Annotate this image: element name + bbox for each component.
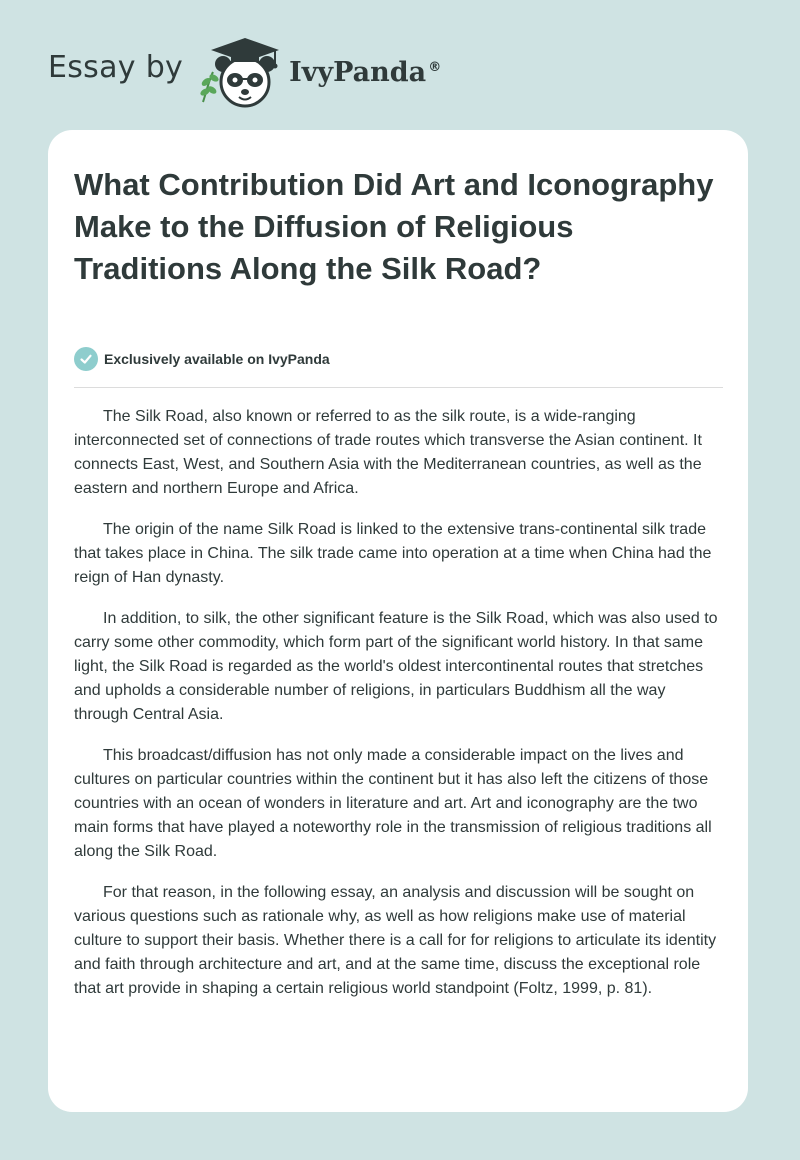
paragraph: The origin of the name Silk Road is linked to the extensive trans-continental silk trade that takes place in China. The silk trade came into operation at a time when China had the reign of Han dynasty. (74, 521, 712, 586)
paragraph: The Silk Road, also known or referred to as the silk route, is a wide-ranging interconnected set of connections of trade routes which transverse the Asian continent. It connects East, West, and Southern Asia with the Mediterranean countries, as well as the eastern and northern Europe and Africa. (74, 408, 702, 497)
paragraph: In addition, to silk, the other significant feature is the Silk Road, which was also used to carry some other commodity, which form part of the significant world history. In that same light, the Silk Road is regarded as the world's oldest intercontinental routes that stretches and upholds a considerable number of religions, in particulars Buddhism all the way through Central Asia. (74, 610, 718, 723)
essay-body (74, 405, 724, 1018)
panda-graduate-icon (197, 30, 285, 110)
brand-name: IvyPanda ® (289, 56, 442, 88)
exclusive-badge (74, 347, 330, 371)
divider (74, 387, 723, 388)
brand-header[interactable] (48, 30, 441, 110)
brand-prefix: Essay by (48, 49, 184, 85)
exclusive-label: Exclusively available on IvyPanda (104, 351, 330, 367)
paragraph: For that reason, in the following essay, an analysis and discussion will be sought on various questions such as rationale why, as well as how religions make use of material culture to support their basis. Whether there is a call for for religions to articulate its identity and faith through architecture and art, and at the same time, discuss the exceptional role that art provide in shaping a certain religious world standpoint (Foltz, 1999, p. 81). (74, 884, 717, 997)
essay-card (48, 130, 748, 1112)
registered-mark: ® (428, 59, 442, 75)
paragraph: This broadcast/diffusion has not only made a considerable impact on the lives and cultures on particular countries within the continent but it has also left the citizens of those countries with an ocean of wonders in literature and art. Art and iconography are the two main forms that have played a noteworthy role in the transmission of religious traditions all along the Silk Road. (74, 747, 712, 860)
page-title: What Contribution Did Art and Iconography Make to the Diffusion of Religious Traditions Along the Silk Road? (74, 167, 714, 286)
check-icon (74, 347, 98, 371)
